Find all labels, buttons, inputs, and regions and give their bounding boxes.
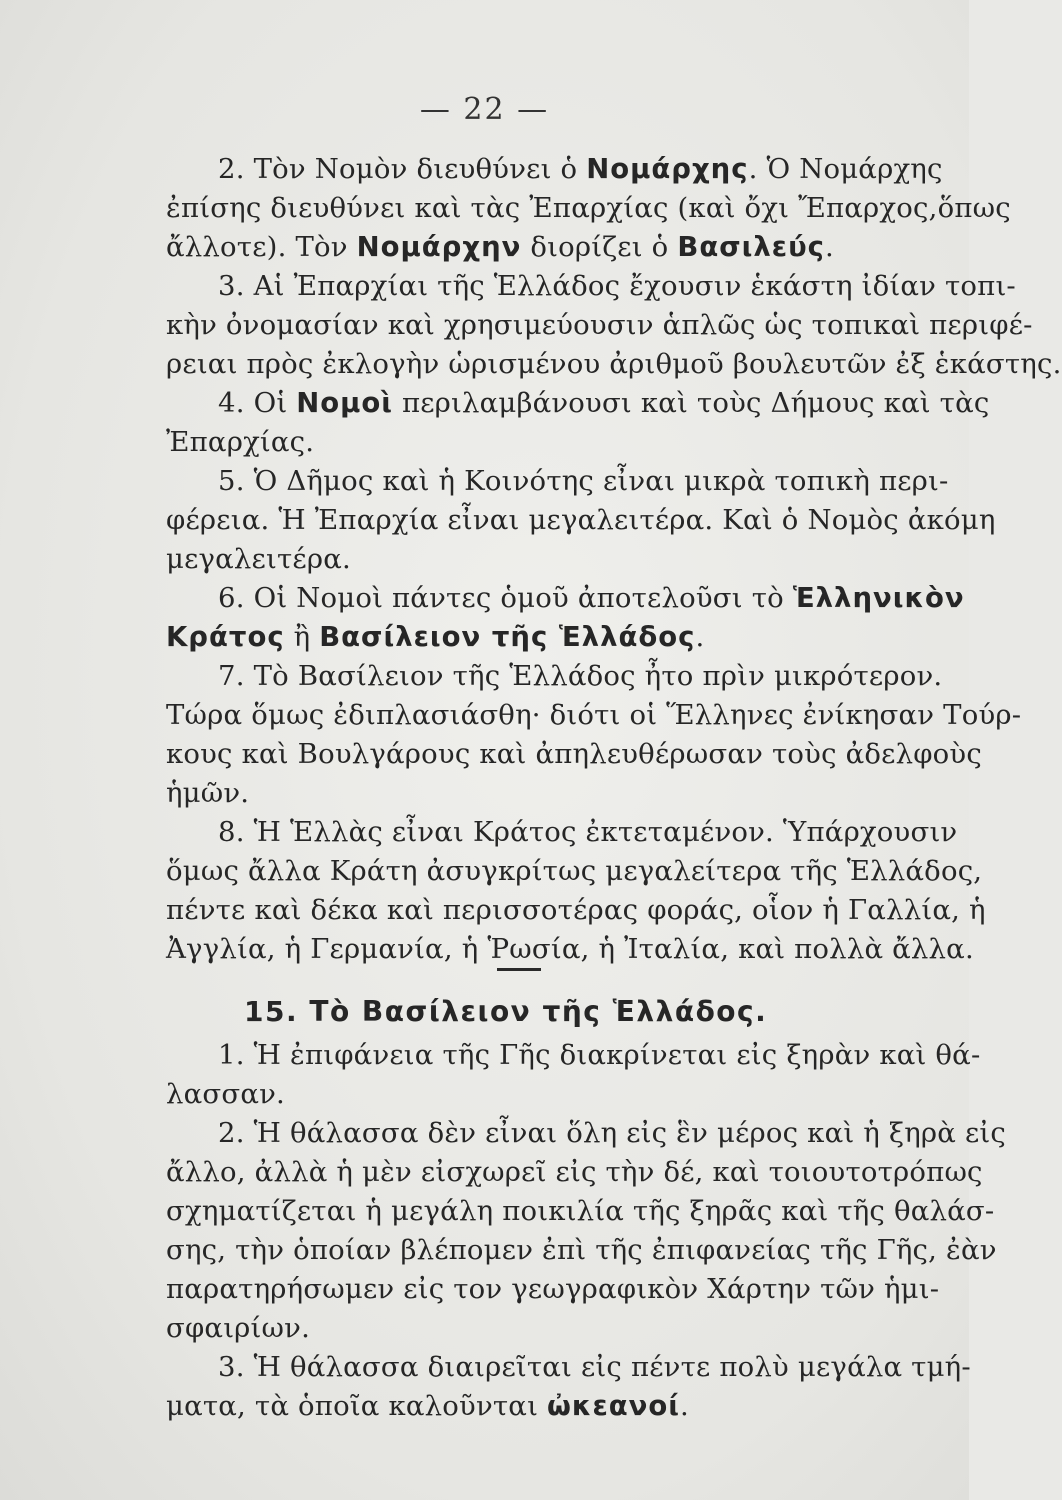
paragraph-3-line-2: κὴν ὀνομασίαν καὶ χρησιμεύουσιν ἁπλῶς ὡς τοπικαὶ περιφέ- (166, 309, 1033, 341)
section-paragraph-2-line-2: ἄλλο, ἀλλὰ ἡ μὲν εἰσχωρεῖ εἰς τὴν δέ, καὶ τοιουτοτρόπως (166, 1156, 983, 1188)
bold-term-kratos: Κράτος (166, 621, 285, 653)
section-paragraph-3-line-2 (166, 1387, 882, 1426)
paragraph-4-line-1 (166, 384, 990, 423)
section-divider (497, 968, 541, 971)
section-heading: 15. Τὸ Βασίλειον τῆς Ἑλλάδος. (244, 995, 768, 1028)
section-paragraph-1-line-2: λασσαν. (166, 1078, 285, 1110)
section-paragraph-1-line-1: 1. Ἡ ἐπιφάνεια τῆς Γῆς διακρίνεται εἰς ξηρὰν καὶ θά- (218, 1039, 981, 1071)
section-paragraph-3-line-1: 3. Ἡ θάλασσα διαιρεῖται εἰς πέντε πολὺ μεγάλα τμή- (218, 1351, 971, 1383)
bold-term-okeanoi: ὠκεανοί (547, 1390, 680, 1422)
bold-term-vasileion: Βασίλειον τῆς Ἑλλάδος (319, 621, 696, 653)
body-text-top (166, 150, 1062, 969)
section-paragraph-2-line-3: σχηματίζεται ἡ μεγάλη ποικιλία τῆς ξηρᾶς καὶ τῆς θαλάσ- (166, 1195, 995, 1227)
bold-term-nomarches: Νομάρχης (586, 153, 749, 185)
paragraph-6-line-1 (166, 579, 965, 618)
section-paragraph-2-line-6: σφαιρίων. (166, 1312, 311, 1344)
text-run: περιλαμβάνουσι καὶ τοὺς Δήμους καὶ τὰς (393, 387, 990, 419)
bold-term-nomoi: Νομοὶ (296, 387, 394, 419)
text-run: . (824, 231, 834, 263)
paragraph-5-line-2: φέρεια. Ἡ Ἐπαρχία εἶναι μεγαλειτέρα. Καὶ ὁ Νομὸς ἀκόμη (166, 504, 996, 536)
text-run: . (680, 1390, 689, 1422)
text-run: 2. Τὸν Νομὸν διευθύνει ὁ (218, 153, 587, 185)
bold-term-ellinikon: Ἑλληνικὸν (792, 582, 965, 614)
text-run: 6. Οἱ Νομοὶ πάντες ὁμοῦ ἀποτελοῦσι τὸ (218, 582, 793, 614)
paragraph-8-line-3: πέντε καὶ δέκα καὶ περισσοτέρας φοράς, οἷον ἡ Γαλλία, ἡ (166, 894, 986, 926)
paragraph-7-line-2: Τώρα ὅμως ἐδιπλασιάσθη· διότι οἱ Ἕλληνες ἐνίκησαν Τούρ- (166, 699, 1022, 731)
paragraph-7-line-3: κους καὶ Βουλγάρους καὶ ἀπηλευθέρωσαν τοὺς ἀδελφοὺς (166, 738, 982, 770)
paragraph-2-line-3 (166, 228, 882, 267)
paragraph-5-line-3: μεγαλειτέρα. (166, 543, 351, 575)
body-text-bottom (166, 1036, 1007, 1426)
text-run: διορίζει ὁ (521, 231, 678, 263)
paragraph-8-line-4: Ἀγγλία, ἡ Γερμανία, ἡ Ῥωσία, ἡ Ἰταλία, καὶ πολλὰ ἄλλα. (166, 933, 974, 965)
paragraph-7-line-1: 7. Τὸ Βασίλειον τῆς Ἑλλάδος ἦτο πρὶν μικρότερον. (218, 660, 943, 692)
section-paragraph-2-line-4: σης, τὴν ὁποίαν βλέπομεν ἐπὶ τῆς ἐπιφανείας τῆς Γῆς, ἐὰν (166, 1234, 997, 1266)
text-run: ματα, τὰ ὁποῖα καλοῦνται (166, 1390, 548, 1422)
bold-term-vasileus: Βασιλεύς (677, 231, 825, 263)
paragraph-3-line-1: 3. Αἱ Ἐπαρχίαι τῆς Ἑλλάδος ἔχουσιν ἑκάστη ἰδίαν τοπι- (218, 270, 1016, 302)
text-run: . (695, 621, 705, 653)
paragraph-5-line-1: 5. Ὁ Δῆμος καὶ ἡ Κοινότης εἶναι μικρὰ τοπικὴ περι- (218, 465, 949, 497)
paragraph-7-line-4: ἡμῶν. (166, 777, 250, 809)
text-run: 4. Οἱ (218, 387, 297, 419)
text-run: ἢ (284, 621, 320, 653)
paragraph-3-line-3: ρειαι πρὸς ἐκλογὴν ὡρισμένου ἀριθμοῦ βουλευτῶν ἐξ ἑκάστης. (166, 348, 1062, 380)
paragraph-2-line-1 (166, 150, 943, 189)
bold-term-nomarchen: Νομάρχην (356, 231, 522, 263)
paragraph-8-line-1: 8. Ἡ Ἑλλὰς εἶναι Κράτος ἐκτεταμένον. Ὑπάρχουσιν (218, 816, 958, 848)
paragraph-6-line-2 (166, 618, 882, 657)
section-paragraph-2-line-1: 2. Ἡ θάλασσα δὲν εἶναι ὅλη εἰς ἓν μέρος καὶ ἡ ξηρὰ εἰς (218, 1117, 1007, 1149)
paragraph-2-line-2: ἐπίσης διευθύνει καὶ τὰς Ἐπαρχίας (καὶ ὄχι Ἔπαρχος,ὅπως (166, 192, 1011, 224)
text-run: ἄλλοτε). Τὸν (166, 231, 357, 263)
section-paragraph-2-line-5: παρατηρήσωμεν εἰς τον γεωγραφικὸν Χάρτην τῶν ἡμι- (166, 1273, 940, 1305)
page-number: — 22 — (419, 92, 550, 127)
paragraph-4-line-2: Ἐπαρχίας. (166, 426, 315, 458)
text-run: . Ὁ Νομάρχης (748, 153, 943, 185)
paragraph-8-line-2: ὅμως ἄλλα Κράτη ἀσυγκρίτως μεγαλείτερα τῆς Ἑλλάδος, (166, 855, 983, 887)
